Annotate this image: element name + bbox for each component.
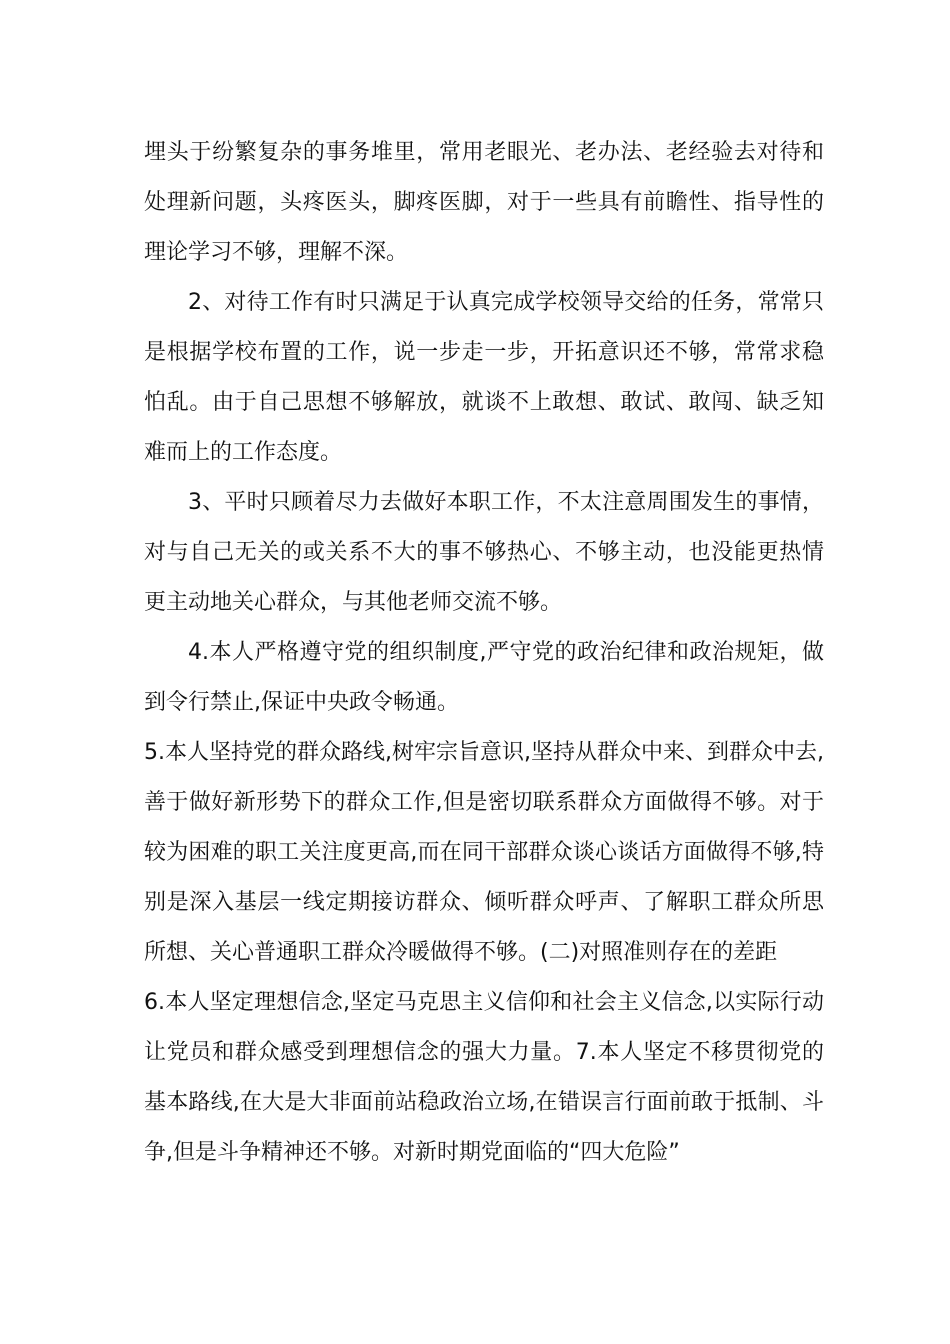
document-body <box>144 128 824 1178</box>
paragraph-item-4: 4.本人严格遵守党的组织制度,严守党的政治纪律和政治规矩，做到令行禁止,保证中央政令畅通。 <box>144 640 824 715</box>
paragraph-continuation: 埋头于纷繁复杂的事务堆里，常用老眼光、老办法、老经验去对待和处理新问题，头疼医头，脚疼医脚，对于一些具有前瞻性、指导性的理论学习不够，理解不深。 <box>144 140 824 265</box>
paragraph-item-5: 5.本人坚持党的群众路线,树牢宗旨意识,坚持从群众中来、到群众中去,善于做好新形势下的群众工作,但是密切联系群众方面做得不够。对于较为困难的职工关注度更高,而在同干部群众谈心谈话方面做得不够,特别是深入基层一线定期接访群众、倾听群众呼声、了解职工群众所思所想、关心普通职工群众冷暖做得不够。(二)对照准则存在的差距 <box>144 740 824 965</box>
paragraph-item-6: 6.本人坚定理想信念,坚定马克思主义信仰和社会主义信念,以实际行动让党员和群众感受到理想信念的强大力量。7.本人坚定不移贯彻党的基本路线,在大是大非面前站稳政治立场,在错误言行面前敢于抵制、斗争,但是斗争精神还不够。对新时期党面临的“四大危险” <box>144 990 824 1165</box>
paragraph-item-2: 2、对待工作有时只满足于认真完成学校领导交给的任务，常常只是根据学校布置的工作，说一步走一步，开拓意识还不够，常常求稳怕乱。由于自己思想不够解放，就谈不上敢想、敢试、敢闯、缺乏知难而上的工作态度。 <box>144 290 824 465</box>
paragraph-item-3: 3、平时只顾着尽力去做好本职工作，不太注意周围发生的事情，对与自己无关的或关系不大的事不够热心、不够主动，也没能更热情更主动地关心群众，与其他老师交流不够。 <box>144 490 824 615</box>
